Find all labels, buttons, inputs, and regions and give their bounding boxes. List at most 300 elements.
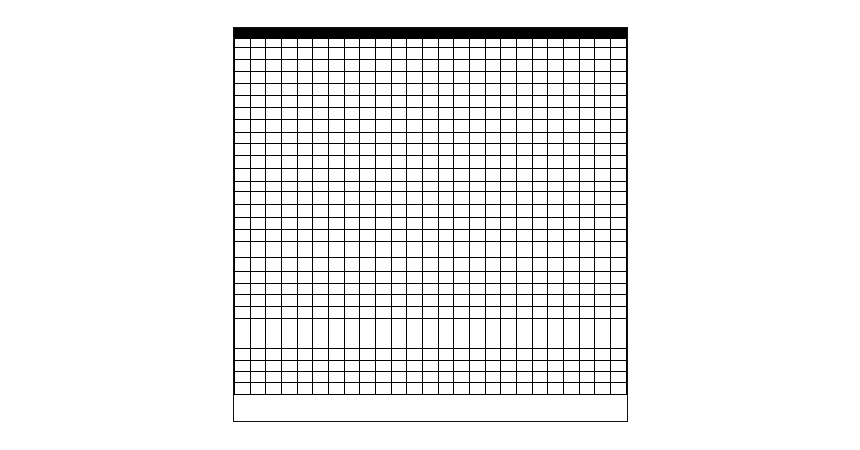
column-header xyxy=(235,29,251,39)
table-cell xyxy=(423,169,439,182)
table-cell xyxy=(438,295,454,307)
table-cell xyxy=(250,230,266,242)
column-header xyxy=(548,29,564,39)
table-cell xyxy=(454,96,470,108)
table-cell xyxy=(423,319,439,349)
row-label-cell xyxy=(235,133,251,144)
table-cell xyxy=(501,230,517,242)
table-cell xyxy=(470,60,486,72)
table-cell xyxy=(266,361,282,372)
table-cell xyxy=(517,349,533,361)
table-cell xyxy=(517,169,533,182)
table-cell xyxy=(344,307,360,319)
table-cell xyxy=(564,72,580,84)
row-label-cell xyxy=(235,192,251,205)
table-cell xyxy=(360,84,376,96)
table-row xyxy=(235,218,627,230)
table-cell xyxy=(579,169,595,182)
table-cell xyxy=(454,295,470,307)
table-cell xyxy=(250,108,266,120)
row-label-cell xyxy=(235,319,251,349)
table-cell xyxy=(407,272,423,284)
table-row xyxy=(235,96,627,108)
row-label-cell xyxy=(235,182,251,192)
table-cell xyxy=(470,272,486,284)
table-cell xyxy=(611,272,627,284)
table-cell xyxy=(579,307,595,319)
table-cell xyxy=(501,144,517,156)
table-cell xyxy=(376,284,392,295)
table-cell xyxy=(564,96,580,108)
table-cell xyxy=(344,230,360,242)
table-cell xyxy=(360,144,376,156)
table-cell xyxy=(329,84,345,96)
table-cell xyxy=(266,72,282,84)
table-cell xyxy=(564,156,580,169)
table-cell xyxy=(407,96,423,108)
table-cell xyxy=(250,307,266,319)
table-cell xyxy=(564,272,580,284)
table-row xyxy=(235,258,627,272)
table-cell xyxy=(438,361,454,372)
table-cell xyxy=(407,361,423,372)
table-cell xyxy=(548,319,564,349)
table-cell xyxy=(517,272,533,284)
table-cell xyxy=(250,284,266,295)
table-cell xyxy=(485,84,501,96)
table-cell xyxy=(438,72,454,84)
table-cell xyxy=(313,258,329,272)
table-cell xyxy=(501,156,517,169)
table-cell xyxy=(485,182,501,192)
table-cell xyxy=(376,230,392,242)
table-cell xyxy=(344,133,360,144)
table-cell xyxy=(595,144,611,156)
table-cell xyxy=(564,230,580,242)
table-cell xyxy=(438,156,454,169)
column-header xyxy=(438,29,454,39)
table-cell xyxy=(548,192,564,205)
table-body xyxy=(235,39,627,395)
table-cell xyxy=(470,48,486,60)
column-header xyxy=(407,29,423,39)
table-cell xyxy=(407,230,423,242)
table-cell xyxy=(391,48,407,60)
table-row xyxy=(235,349,627,361)
table-cell xyxy=(454,230,470,242)
table-cell xyxy=(548,284,564,295)
table-cell xyxy=(250,272,266,284)
table-cell xyxy=(454,169,470,182)
table-cell xyxy=(282,133,298,144)
table-cell xyxy=(470,84,486,96)
table-cell xyxy=(329,39,345,48)
table-cell xyxy=(360,120,376,133)
table-cell xyxy=(454,60,470,72)
table-cell xyxy=(407,242,423,258)
table-cell xyxy=(313,349,329,361)
table-cell xyxy=(564,372,580,383)
table-cell xyxy=(391,205,407,218)
table-cell xyxy=(595,48,611,60)
column-header xyxy=(376,29,392,39)
table-cell xyxy=(532,182,548,192)
table-cell xyxy=(501,295,517,307)
table-cell xyxy=(438,60,454,72)
table-cell xyxy=(564,295,580,307)
table-cell xyxy=(250,383,266,395)
table-cell xyxy=(564,383,580,395)
table-cell xyxy=(344,182,360,192)
table-cell xyxy=(391,96,407,108)
table-cell xyxy=(297,48,313,60)
table-cell xyxy=(595,120,611,133)
table-cell xyxy=(485,39,501,48)
table-cell xyxy=(407,383,423,395)
table-cell xyxy=(548,205,564,218)
table-cell xyxy=(454,84,470,96)
table-cell xyxy=(266,120,282,133)
table-cell xyxy=(485,205,501,218)
table-cell xyxy=(532,156,548,169)
table-cell xyxy=(407,258,423,272)
table-cell xyxy=(391,242,407,258)
table-cell xyxy=(344,349,360,361)
table-cell xyxy=(564,144,580,156)
table-cell xyxy=(282,383,298,395)
table-cell xyxy=(407,156,423,169)
table-cell xyxy=(595,39,611,48)
table-cell xyxy=(579,295,595,307)
table-cell xyxy=(532,169,548,182)
table-cell xyxy=(313,169,329,182)
table-cell xyxy=(454,72,470,84)
table-cell xyxy=(517,84,533,96)
table-cell xyxy=(564,349,580,361)
table-cell xyxy=(532,319,548,349)
table-cell xyxy=(438,96,454,108)
row-label-cell xyxy=(235,48,251,60)
table-cell xyxy=(344,169,360,182)
table-cell xyxy=(250,96,266,108)
table-cell xyxy=(360,60,376,72)
table-cell xyxy=(329,108,345,120)
table-cell xyxy=(548,39,564,48)
table-cell xyxy=(423,307,439,319)
table-cell xyxy=(266,60,282,72)
table-cell xyxy=(313,182,329,192)
table-cell xyxy=(485,372,501,383)
column-header xyxy=(360,29,376,39)
table-cell xyxy=(282,307,298,319)
table-cell xyxy=(360,48,376,60)
table-cell xyxy=(391,258,407,272)
table-cell xyxy=(470,307,486,319)
table-cell xyxy=(376,383,392,395)
table-cell xyxy=(407,372,423,383)
table-cell xyxy=(391,383,407,395)
table-cell xyxy=(344,120,360,133)
table-cell xyxy=(360,39,376,48)
table-cell xyxy=(454,218,470,230)
table-cell xyxy=(250,156,266,169)
table-cell xyxy=(344,96,360,108)
table-cell xyxy=(376,48,392,60)
table-cell xyxy=(313,230,329,242)
data-table xyxy=(234,28,627,395)
table-cell xyxy=(297,84,313,96)
table-cell xyxy=(360,258,376,272)
row-label-cell xyxy=(235,295,251,307)
table-cell xyxy=(611,218,627,230)
table-cell xyxy=(376,96,392,108)
table-cell xyxy=(360,284,376,295)
table-cell xyxy=(344,295,360,307)
table-cell xyxy=(517,372,533,383)
table-cell xyxy=(266,144,282,156)
table-cell xyxy=(501,108,517,120)
table-cell xyxy=(313,72,329,84)
table-cell xyxy=(564,361,580,372)
table-cell xyxy=(266,156,282,169)
table-cell xyxy=(297,230,313,242)
table-cell xyxy=(407,218,423,230)
table-cell xyxy=(438,133,454,144)
table-cell xyxy=(329,120,345,133)
table-cell xyxy=(313,108,329,120)
table-cell xyxy=(501,60,517,72)
column-header xyxy=(485,29,501,39)
table-row xyxy=(235,169,627,182)
table-cell xyxy=(329,48,345,60)
table-cell xyxy=(611,60,627,72)
table-cell xyxy=(470,218,486,230)
table-cell xyxy=(250,72,266,84)
table-cell xyxy=(517,144,533,156)
column-header xyxy=(344,29,360,39)
table-cell xyxy=(564,284,580,295)
table-cell xyxy=(329,284,345,295)
table-cell xyxy=(407,192,423,205)
table-cell xyxy=(438,120,454,133)
table-cell xyxy=(297,319,313,349)
table-cell xyxy=(438,205,454,218)
table-cell xyxy=(329,242,345,258)
table-cell xyxy=(329,72,345,84)
table-cell xyxy=(250,120,266,133)
table-cell xyxy=(501,383,517,395)
table-cell xyxy=(501,48,517,60)
table-cell xyxy=(611,96,627,108)
table-cell xyxy=(266,349,282,361)
row-label-cell xyxy=(235,39,251,48)
table-cell xyxy=(282,272,298,284)
table-cell xyxy=(548,96,564,108)
table-cell xyxy=(250,349,266,361)
table-cell xyxy=(470,169,486,182)
table-cell xyxy=(485,319,501,349)
table-cell xyxy=(313,383,329,395)
table-cell xyxy=(391,218,407,230)
table-cell xyxy=(344,319,360,349)
table-cell xyxy=(548,218,564,230)
table-cell xyxy=(611,182,627,192)
table-cell xyxy=(423,156,439,169)
column-header xyxy=(282,29,298,39)
table-cell xyxy=(297,169,313,182)
table-cell xyxy=(517,60,533,72)
table-cell xyxy=(517,108,533,120)
table-cell xyxy=(360,307,376,319)
column-header xyxy=(564,29,580,39)
table-cell xyxy=(313,84,329,96)
table-cell xyxy=(266,307,282,319)
table-cell xyxy=(470,156,486,169)
table-cell xyxy=(438,48,454,60)
table-cell xyxy=(595,192,611,205)
table-cell xyxy=(579,156,595,169)
table-cell xyxy=(438,182,454,192)
table-row xyxy=(235,372,627,383)
table-cell xyxy=(611,295,627,307)
table-cell xyxy=(376,205,392,218)
table-cell xyxy=(391,182,407,192)
table-cell xyxy=(266,272,282,284)
table-cell xyxy=(297,156,313,169)
table-cell xyxy=(564,84,580,96)
column-header xyxy=(532,29,548,39)
table-cell xyxy=(438,108,454,120)
table-cell xyxy=(454,349,470,361)
table-cell xyxy=(579,182,595,192)
table-cell xyxy=(595,230,611,242)
table-cell xyxy=(485,361,501,372)
table-cell xyxy=(611,319,627,349)
table-cell xyxy=(376,349,392,361)
table-cell xyxy=(595,205,611,218)
table-cell xyxy=(485,295,501,307)
table-cell xyxy=(470,108,486,120)
table-cell xyxy=(391,307,407,319)
table-cell xyxy=(454,272,470,284)
table-cell xyxy=(391,372,407,383)
table-cell xyxy=(423,218,439,230)
table-cell xyxy=(423,182,439,192)
table-cell xyxy=(579,383,595,395)
table-cell xyxy=(611,192,627,205)
table-cell xyxy=(579,96,595,108)
table-cell xyxy=(282,72,298,84)
table-cell xyxy=(611,383,627,395)
table-cell xyxy=(282,242,298,258)
table-cell xyxy=(360,205,376,218)
table-row xyxy=(235,205,627,218)
table-cell xyxy=(438,319,454,349)
table-cell xyxy=(376,133,392,144)
table-cell xyxy=(360,108,376,120)
table-cell xyxy=(344,192,360,205)
table-cell xyxy=(376,319,392,349)
table-cell xyxy=(532,272,548,284)
table-cell xyxy=(407,39,423,48)
table-cell xyxy=(532,96,548,108)
table-cell xyxy=(611,120,627,133)
column-header xyxy=(391,29,407,39)
table-cell xyxy=(297,258,313,272)
table-cell xyxy=(376,295,392,307)
table-cell xyxy=(344,84,360,96)
table-cell xyxy=(297,218,313,230)
table-cell xyxy=(548,349,564,361)
table-cell xyxy=(329,372,345,383)
table-cell xyxy=(297,205,313,218)
table-cell xyxy=(423,242,439,258)
table-cell xyxy=(391,120,407,133)
row-label-cell xyxy=(235,84,251,96)
table-cell xyxy=(564,48,580,60)
column-header xyxy=(579,29,595,39)
table-cell xyxy=(470,383,486,395)
table-cell xyxy=(595,372,611,383)
table-cell xyxy=(611,361,627,372)
table-cell xyxy=(376,84,392,96)
table-cell xyxy=(391,361,407,372)
table-row xyxy=(235,242,627,258)
table-cell xyxy=(329,96,345,108)
table-cell xyxy=(282,319,298,349)
table-cell xyxy=(344,361,360,372)
table-cell xyxy=(470,372,486,383)
table-cell xyxy=(407,120,423,133)
table-cell xyxy=(501,349,517,361)
table-cell xyxy=(329,133,345,144)
table-cell xyxy=(579,108,595,120)
table-cell xyxy=(313,192,329,205)
table-cell xyxy=(564,120,580,133)
table-cell xyxy=(266,383,282,395)
table-cell xyxy=(532,72,548,84)
table-cell xyxy=(470,205,486,218)
table-cell xyxy=(282,349,298,361)
table-cell xyxy=(329,258,345,272)
table-cell xyxy=(313,120,329,133)
table-cell xyxy=(297,39,313,48)
table-cell xyxy=(564,133,580,144)
table-cell xyxy=(329,230,345,242)
table-cell xyxy=(611,144,627,156)
table-cell xyxy=(266,169,282,182)
table-cell xyxy=(313,156,329,169)
table-cell xyxy=(344,60,360,72)
table-cell xyxy=(454,182,470,192)
table-cell xyxy=(485,218,501,230)
table-cell xyxy=(313,60,329,72)
table-cell xyxy=(438,284,454,295)
table-row xyxy=(235,272,627,284)
table-cell xyxy=(344,156,360,169)
row-label-cell xyxy=(235,372,251,383)
table-cell xyxy=(329,144,345,156)
table-cell xyxy=(532,361,548,372)
table-cell xyxy=(438,272,454,284)
table-cell xyxy=(438,169,454,182)
table-row xyxy=(235,319,627,349)
table-cell xyxy=(579,230,595,242)
table-cell xyxy=(376,60,392,72)
table-cell xyxy=(282,156,298,169)
table-cell xyxy=(532,349,548,361)
table-cell xyxy=(579,39,595,48)
